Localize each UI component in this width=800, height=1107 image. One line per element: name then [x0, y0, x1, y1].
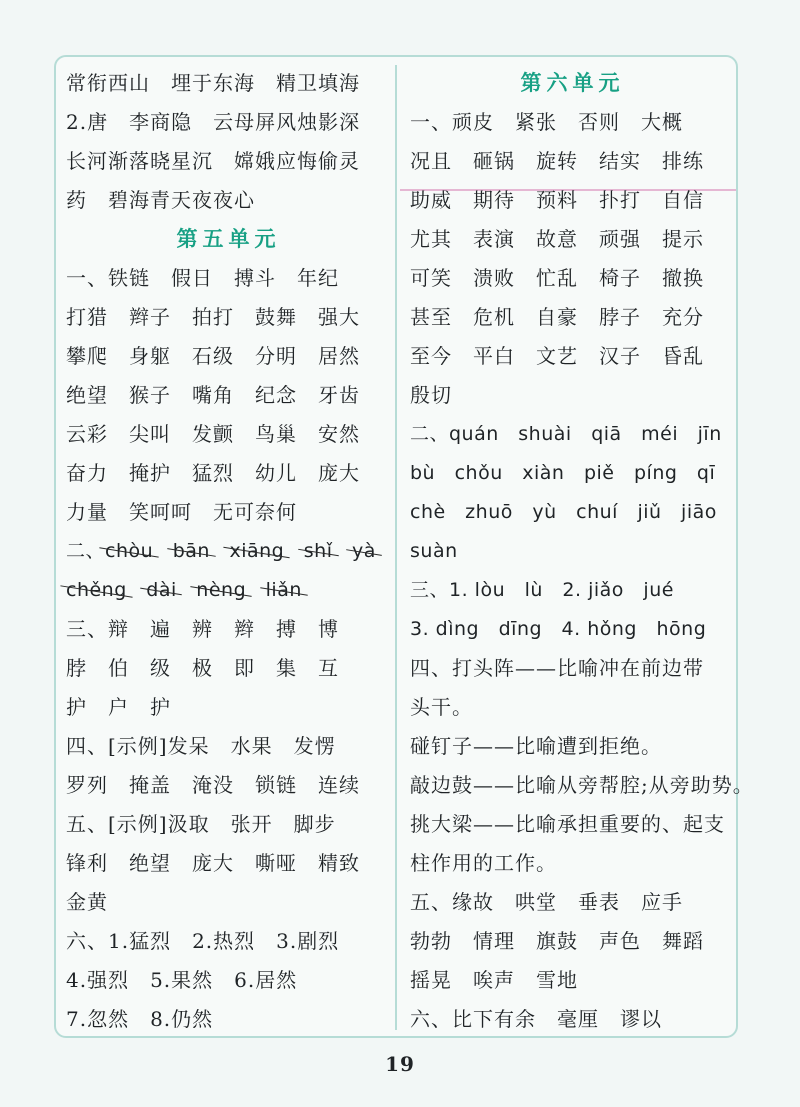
unit-heading: 第六单元	[520, 71, 625, 95]
answer-line: suàn	[410, 540, 458, 562]
answer-line: 六、1.猛烈 2.热烈 3.剧烈	[66, 929, 340, 953]
struck-pinyin: nèng	[196, 571, 246, 610]
answer-line: 药 碧海青天夜夜心	[66, 188, 255, 212]
struck-pinyin: yà	[352, 532, 376, 571]
answer-line: 助威 期待 预料 扑打 自信	[410, 188, 704, 212]
answer-line: 甚至 危机 自豪 脖子 充分	[410, 305, 704, 329]
answer-line: 头干。	[410, 695, 473, 719]
answer-line: 一、顽皮 紧张 否则 大概	[410, 110, 683, 134]
answer-line: 2.唐 李商隐 云母屏风烛影深	[66, 110, 361, 134]
answer-line: 勃勃 情理 旗鼓 声色 舞蹈	[410, 929, 704, 953]
answer-line: 常衔西山 埋于东海 精卫填海	[66, 71, 360, 95]
answer-line: 五、[示例]汲取 张开 脚步	[66, 812, 336, 836]
pinyin-correction-line	[66, 571, 391, 610]
question-number: 二、	[66, 540, 106, 562]
answer-line: 二、quán shuài qiā méi jīn	[410, 423, 722, 445]
answer-line: 攀爬 身躯 石级 分明 居然	[66, 344, 360, 368]
answer-line: 3. dìng dīng 4. hǒng hōng	[410, 618, 707, 640]
answer-line: 可笑 溃败 忙乱 椅子 撤换	[410, 266, 704, 290]
struck-pinyin: liǎn	[266, 571, 302, 610]
answer-line: 7.忽然 8.仍然	[66, 1007, 214, 1031]
struck-pinyin: chěng	[66, 571, 127, 610]
answer-line: 五、缘故 哄堂 垂表 应手	[410, 890, 683, 914]
struck-pinyin: chòu	[105, 532, 153, 571]
page-number: 19	[385, 1052, 415, 1076]
struck-pinyin: xiāng	[229, 532, 284, 571]
answer-line: 三、1. lòu lù 2. jiǎo jué	[410, 579, 674, 601]
answer-line: 挑大梁——比喻承担重要的、起支	[410, 812, 725, 836]
answer-line: 罗列 掩盖 淹没 锁链 连续	[66, 773, 360, 797]
answer-line: 金黄	[66, 890, 108, 914]
answer-line: 六、比下有余 毫厘 谬以	[410, 1007, 662, 1031]
answer-line: 护 户 护	[66, 695, 171, 719]
answer-line: chè zhuō yù chuí jiǔ jiāo	[410, 501, 717, 523]
answer-line: 锋利 绝望 庞大 嘶哑 精致	[66, 851, 360, 875]
pinyin-correction-line	[66, 532, 391, 571]
answer-line: 四、[示例]发呆 水果 发愣	[66, 734, 336, 758]
answer-line: 殷切	[410, 383, 452, 407]
answer-line: 况且 砸锅 旋转 结实 排练	[410, 149, 704, 173]
answer-line: 云彩 尖叫 发颤 鸟巢 安然	[66, 422, 360, 446]
answer-line: 至今 平白 文艺 汉子 昏乱	[410, 344, 704, 368]
answer-line: 奋力 掩护 猛烈 幼儿 庞大	[66, 461, 360, 485]
left-column	[66, 64, 391, 1039]
answer-line: 敲边鼓——比喻从旁帮腔;从旁助势。	[410, 773, 754, 797]
answer-line: 柱作用的工作。	[410, 851, 557, 875]
struck-pinyin: shǐ	[304, 532, 333, 571]
answer-line: 4.强烈 5.果然 6.居然	[66, 968, 298, 992]
answer-line: 三、辩 遍 辨 辫 搏 博	[66, 617, 339, 641]
struck-pinyin: dài	[146, 571, 176, 610]
right-column	[410, 64, 754, 1039]
struck-pinyin: bān	[173, 532, 210, 571]
answer-line: 打猎 辫子 拍打 鼓舞 强大	[66, 305, 360, 329]
unit-heading: 第五单元	[176, 227, 281, 251]
answer-line: bù chǒu xiàn piě píng qī	[410, 462, 716, 484]
answer-line: 长河渐落晓星沉 嫦娥应悔偷灵	[66, 149, 360, 173]
answer-line: 绝望 猴子 嘴角 纪念 牙齿	[66, 383, 360, 407]
answer-line: 一、铁链 假日 搏斗 年纪	[66, 266, 339, 290]
answer-line: 碰钉子——比喻遭到拒绝。	[410, 734, 662, 758]
column-divider	[395, 65, 397, 1030]
answer-line: 摇晃 唉声 雪地	[410, 968, 578, 992]
answer-line: 力量 笑呵呵 无可奈何	[66, 500, 297, 524]
answer-line: 四、打头阵——比喻冲在前边带	[410, 656, 704, 680]
answer-line: 脖 伯 级 极 即 集 互	[66, 656, 339, 680]
answer-line: 尤其 表演 故意 顽强 提示	[410, 227, 704, 251]
